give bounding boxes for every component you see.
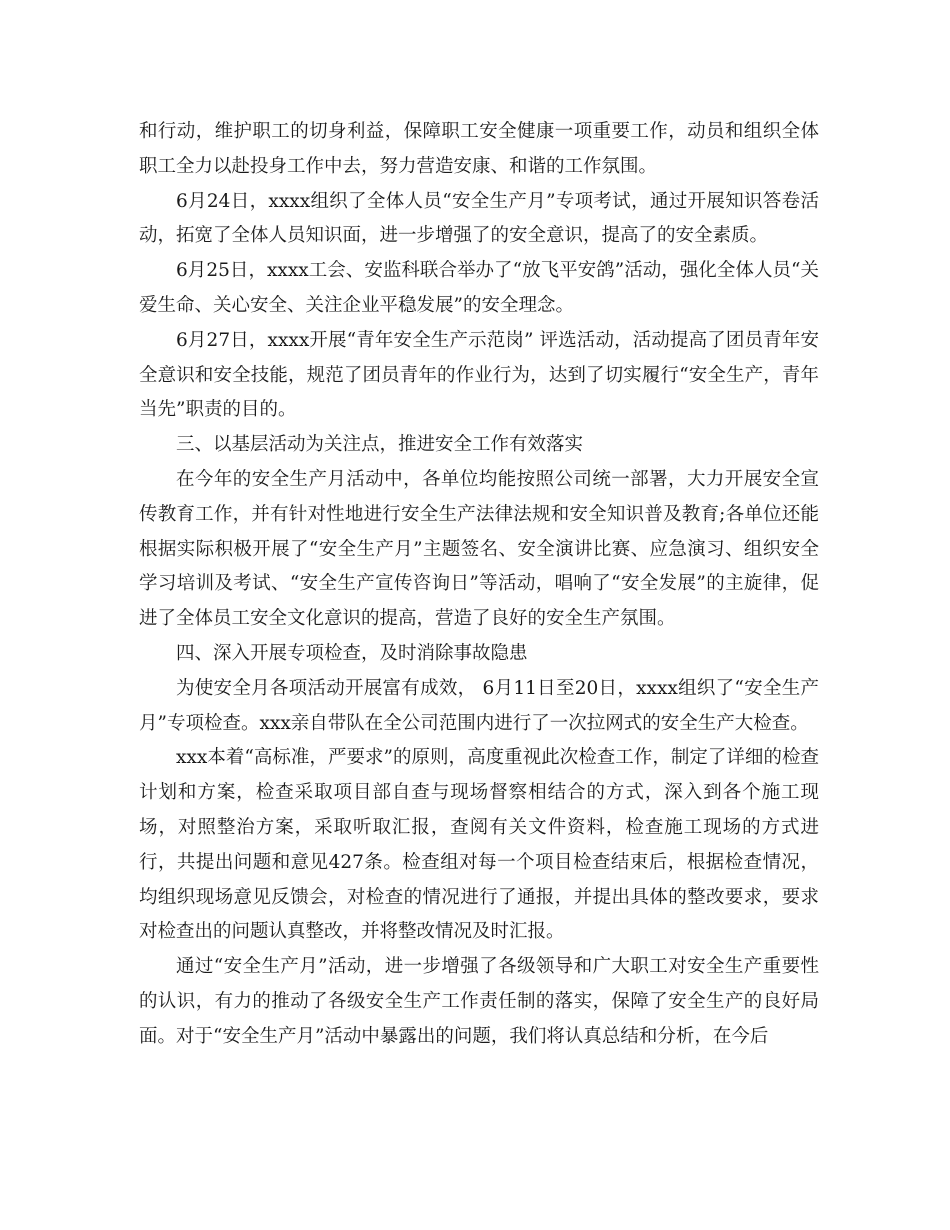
- paragraph: 在今年的安全生产月活动中，各单位均能按照公司统一部署，大力开展安全宣传教育工作，并有针对性地进行安全生产法律法规和安全知识普及教育;各单位还能根据实际积极开展了“安全生产月”主题签名、安全演讲比赛、应急演习、组织安全学习培训及考试、“安全生产宣传咨询日”等活动，唱响了“安全发展”的主旋律，促进了全体员工安全文化意识的提高，营造了良好的安全生产氛围。: [139, 468, 819, 630]
- paragraph: 通过“安全生产月”活动，进一步增强了各级领导和广大职工对安全生产重要性的认识，有力的推动了各级安全生产工作责任制的落实，保障了安全生产的良好局面。对于“安全生产月”活动中暴露出的问题，我们将认真总结和分析，在今后: [139, 956, 819, 1047]
- paragraph: 6月24日，xxxx组织了全体人员“安全生产月”专项考试，通过开展知识答卷活动，拓宽了全体人员知识面，进一步增强了的安全意识，提高了的安全素质。: [139, 190, 819, 247]
- document-body: [139, 115, 819, 1055]
- paragraph: xxx本着“高标准，严要求”的原则，高度重视此次检查工作，制定了详细的检查计划和方案，检查采取项目部自查与现场督察相结合的方式，深入到各个施工现场，对照整治方案，采取听取汇报，查阅有关文件资料，检查施工现场的方式进行，共提出问题和意见427条。检查组对每一个项目检查结束后，根据检查情况，均组织现场意见反馈会，对检查的情况进行了通报，并提出具体的整改要求，要求对检查出的问题认真整改，并将整改情况及时汇报。: [139, 747, 819, 943]
- paragraph: 6月25日，xxxx工会、安监科联合举办了“放飞平安鸽”活动，强化全体人员“关爱生命、关心安全、关注企业平稳发展”的安全理念。: [139, 260, 819, 316]
- section-heading: 四、深入开展专项检查，及时消除事故隐患: [176, 642, 528, 664]
- paragraph: 为使安全月各项活动开展富有成效， 6月11日至20日，xxxx组织了“安全生产月”专项检查。xxx亲自带队在全公司范围内进行了一次拉网式的安全生产大检查。: [139, 677, 819, 734]
- paragraph: 6月27日，xxxx开展“青年安全生产示范岗” 评选活动，活动提高了团员青年安全意识和安全技能，规范了团员青年的作业行为，达到了切实履行“安全生产，青年当先”职责的目的。: [139, 329, 819, 421]
- section-heading: 三、以基层活动为关注点，推进安全工作有效落实: [176, 434, 584, 456]
- paragraph: 和行动，维护职工的切身利益，保障职工安全健康一项重要工作，动员和组织全体职工全力以赴投身工作中去，努力营造安康、和谐的工作氛围。: [139, 121, 819, 177]
